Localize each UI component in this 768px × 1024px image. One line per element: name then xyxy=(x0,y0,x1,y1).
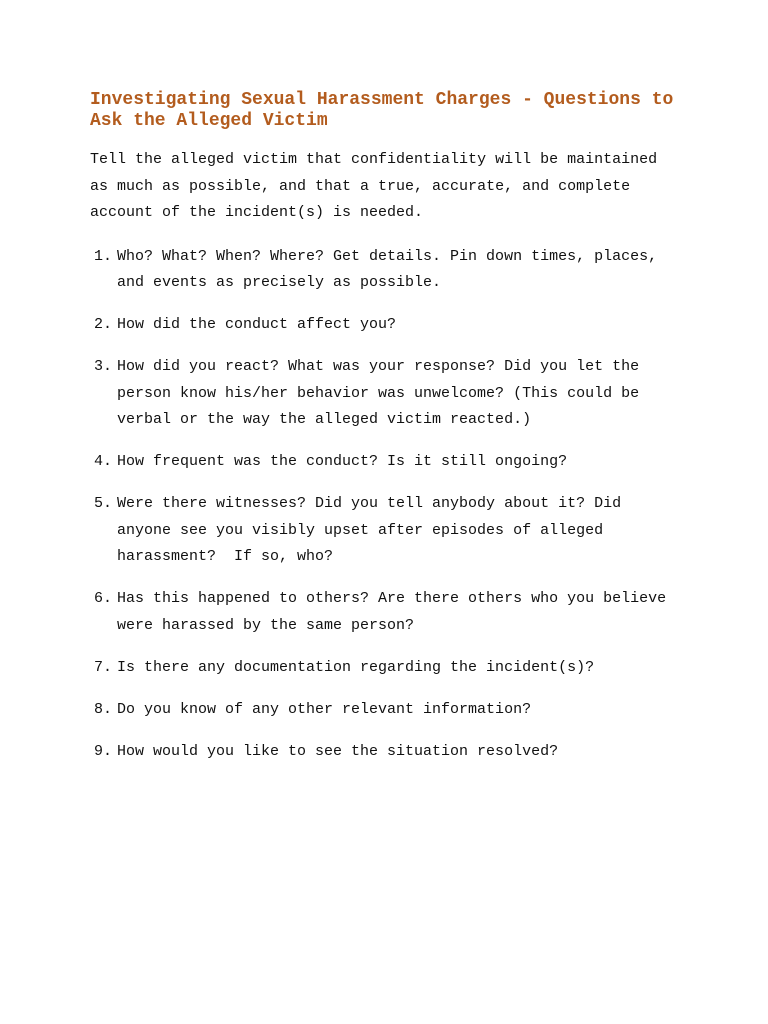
question-number: 8. xyxy=(94,700,113,718)
question-text: How frequent was the conduct? Is it still ongoing? xyxy=(117,453,568,470)
question-text: Is there any documentation regarding the incident(s)? xyxy=(117,658,595,676)
question-number: 9. xyxy=(94,742,113,760)
question-number: 2. xyxy=(94,316,113,333)
question-number: 4. xyxy=(94,453,113,470)
list-item xyxy=(90,449,680,476)
list-item xyxy=(90,354,680,434)
list-item xyxy=(90,491,680,571)
question-text: Who? What? When? Where? Get details. Pin down times, places, and events as precisely as possible. xyxy=(117,247,667,291)
question-text: How would you like to see the situation resolved? xyxy=(117,742,559,760)
question-number: 3. xyxy=(94,358,113,375)
question-text: How did you react? What was your response? Did you let the person know his/her behavior was unwelcome? (This could be verbal or the way the alleged victim reacted.) xyxy=(117,358,649,428)
question-number: 6. xyxy=(94,590,113,607)
question-number: 1. xyxy=(94,247,113,265)
list-item xyxy=(90,244,680,297)
list-item xyxy=(90,739,680,766)
document-page xyxy=(90,90,680,781)
question-text: Has this happened to others? Are there others who you believe were harassed by the same person? xyxy=(117,590,676,634)
questions-list xyxy=(90,244,680,766)
question-text: How did the conduct affect you? xyxy=(117,316,397,333)
question-number: 5. xyxy=(94,495,113,512)
question-text: Were there witnesses? Did you tell anybody about it? Did anyone see you visibly upset after episodes of alleged harassment? If so, who? xyxy=(117,495,631,565)
list-item xyxy=(90,586,680,639)
document-title: Investigating Sexual Harassment Charges - Questions to Ask the Alleged Victim xyxy=(90,90,674,131)
list-item xyxy=(90,697,680,724)
question-number: 7. xyxy=(94,658,113,676)
list-item xyxy=(90,655,680,682)
question-text: Do you know of any other relevant information? xyxy=(117,700,532,718)
intro-paragraph: Tell the alleged victim that confidentiality will be maintained as much as possible, and that a true, accurate, and complete account of the incident(s) is needed. xyxy=(90,151,658,221)
list-item xyxy=(90,312,680,339)
